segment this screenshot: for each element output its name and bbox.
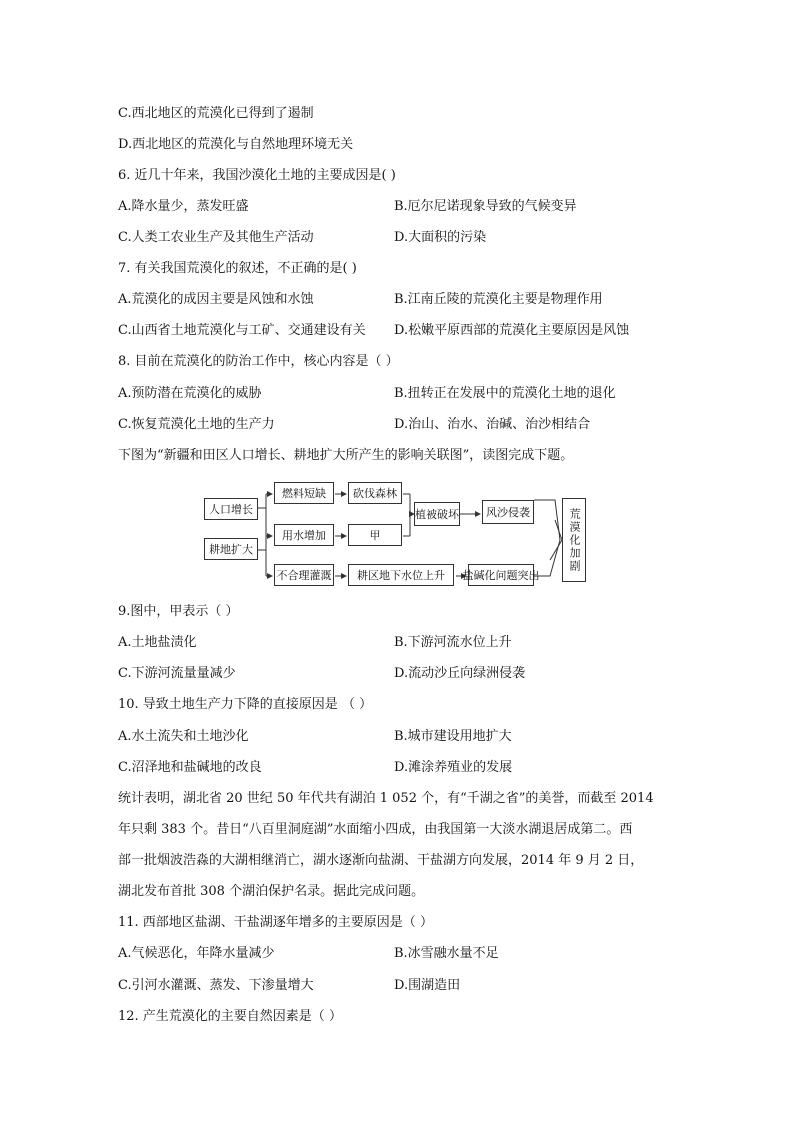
q11-option-b: B.冰雪融水量不足 <box>394 946 499 961</box>
q10-option-d: D.滩涂养殖业的发展 <box>394 760 513 775</box>
box-fuel-shortage: 燃料短缺 <box>274 482 334 504</box>
q7-option-d: D.松嫩平原西部的荒漠化主要原因是风蚀 <box>394 323 630 338</box>
box-salinization: 盐碱化问题突出 <box>468 564 534 586</box>
question-7: 7. 有关我国荒漠化的叙述，不正确的是( ) <box>118 261 357 276</box>
box-groundwater-rise: 耕区地下水位上升 <box>348 564 454 586</box>
box-jia: 甲 <box>348 524 402 546</box>
q6-option-d: D.大面积的污染 <box>394 230 487 245</box>
q8-option-c: C.恢复荒漠化土地的生产力 <box>118 417 275 432</box>
question-9: 9.图中，甲表示（ ） <box>118 604 239 619</box>
passage-line-1: 统计表明，湖北省 20 世纪 50 年代共有湖泊 1 052 个，有“千湖之省”的美誉，而截至 2014 <box>118 791 654 806</box>
question-12: 12. 产生荒漠化的主要自然因素是（ ） <box>118 1009 342 1024</box>
q8-option-a: A.预防潜在荒漠化的威胁 <box>118 386 262 401</box>
question-8: 8. 目前在荒漠化的防治工作中，核心内容是（ ） <box>118 354 399 369</box>
q7-option-a: A.荒漠化的成因主要是风蚀和水蚀 <box>118 292 314 307</box>
q6-option-b: B.厄尔尼诺现象导致的气候变异 <box>394 199 577 214</box>
q7-option-b: B.江南丘陵的荒漠化主要是物理作用 <box>394 292 603 307</box>
q11-option-c: C.引河水灌溉、蒸发、下渗量增大 <box>118 978 314 993</box>
q7-option-c: C.山西省土地荒漠化与工矿、交通建设有关 <box>118 323 366 338</box>
q9-option-a: A.土地盐渍化 <box>118 635 197 650</box>
question-10: 10. 导致土地生产力下降的直接原因是 （ ） <box>118 697 373 712</box>
box-water-increase: 用水增加 <box>274 524 334 546</box>
q10-option-a: A.水土流失和土地沙化 <box>118 729 249 744</box>
q10-option-c: C.沼泽地和盐碱地的改良 <box>118 760 262 775</box>
box-deforestation: 砍伐森林 <box>348 482 402 504</box>
box-population-growth: 人口增长 <box>204 498 258 520</box>
q8-option-d: D.治山、治水、治碱、治沙相结合 <box>394 417 591 432</box>
q5-option-c: C.西北地区的荒漠化已得到了遏制 <box>118 106 314 121</box>
q10-option-b: B.城市建设用地扩大 <box>394 729 512 744</box>
q9-option-c: C.下游河流量量减少 <box>118 666 236 681</box>
q6-option-c: C.人类工农业生产及其他生产活动 <box>118 230 314 245</box>
q6-option-a: A.降水量少，蒸发旺盛 <box>118 199 249 214</box>
q11-option-d: D.围湖造田 <box>394 978 461 993</box>
q9-option-d: D.流动沙丘向绿洲侵袭 <box>394 666 526 681</box>
box-vegetation-destroyed: 植被破坏 <box>414 502 460 526</box>
q9-option-b: B.下游河流水位上升 <box>394 635 512 650</box>
box-improper-irrigation: 不合理灌溉 <box>274 564 334 586</box>
box-desertification-intensified: 荒漠化加剧 <box>562 498 586 582</box>
box-farmland-expansion: 耕地扩大 <box>204 538 258 560</box>
diagram-intro: 下图为“新疆和田区人口增长、耕地扩大所产生的影响关联图”，读图完成下题。 <box>118 448 574 463</box>
q11-option-a: A.气候恶化，年降水量减少 <box>118 946 275 961</box>
passage-line-4: 湖北发布首批 308 个湖泊保护名录。据此完成问题。 <box>118 884 425 899</box>
passage-line-3: 部一批烟波浩淼的大湖相继消亡，湖水逐渐向盐湖、干盐湖方向发展，2014 年 9 月 2 日， <box>118 853 644 868</box>
q8-option-b: B.扭转正在发展中的荒漠化土地的退化 <box>394 386 616 401</box>
question-11: 11. 西部地区盐湖、干盐湖逐年增多的主要原因是（ ） <box>118 915 433 930</box>
q5-option-d: D.西北地区的荒漠化与自然地理环境无关 <box>118 137 354 152</box>
impact-flow-diagram <box>200 487 600 590</box>
question-6: 6. 近几十年来，我国沙漠化土地的主要成因是( ) <box>118 168 396 183</box>
box-sand-invasion: 风沙侵袭 <box>482 500 534 524</box>
passage-line-2: 年只剩 383 个。昔日“八百里洞庭湖”水面缩小四成，由我国第一大淡水湖退居成第二。西 <box>118 822 633 837</box>
